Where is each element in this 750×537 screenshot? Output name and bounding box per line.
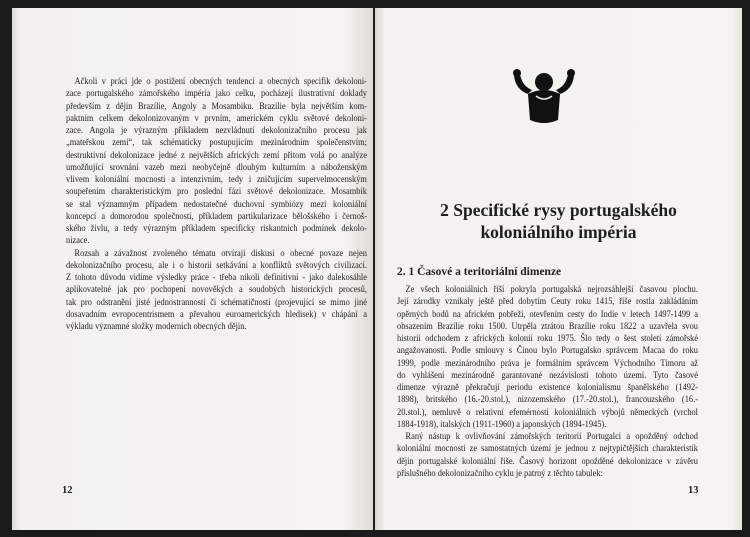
text-line: vlivem koloniální mocnosti a intenzivním, tedy i zničujícím supervelmocenským [66, 174, 367, 185]
text-line: se stal významným případem nedostatečné duchovní symbiózy mezi koloniální [66, 198, 367, 210]
text-line: dosavadním evropocentrismem a převahou euroamerických hledisek) v chápání a [66, 308, 367, 320]
text-line: především z dějin Brazílie, Angoly a Mosambiku. Brazílie byla největším kom- [66, 100, 367, 112]
page-number-left: 12 [62, 485, 73, 496]
text-line: obsazením Brazílie roku 1500. Utrpěla ztrátou Brazílie roku 1822 a uzavřela svou [397, 320, 698, 332]
text-line: umožňující srovnání vazeb mezi neobyčejně dlouhým kulturním a náboženským [66, 161, 367, 173]
text-line: koncepcí a domorodou společností, příkladem partikularizace bělošského i černoš- [66, 210, 367, 222]
section-title: 2. 1 Časové a teritoriální dimenze [397, 266, 562, 278]
text-line: dějin portugalské koloniální říše. Časový horizont opožděné dekolonizace v závěru [397, 455, 698, 467]
text-line: tak pro odstranění jisté jednostrannosti či schématičnosti (projevující se mimo jiné [66, 296, 367, 308]
text-line: Ačkoli v práci jde o postižení obecných tendencí a obecných specifik dekoloni- [74, 76, 367, 87]
text-line: paktním celkem dekolonizovaným v prvním, americkém cyklu světové dekoloni- [66, 112, 367, 124]
text-line: aplikovatelné jak pro pochopení novověkých a soudobých historických procesů, [66, 284, 367, 296]
text-line: dekolonizačního procesu, ale i o historii setkávání a konfliktů světových civilizací. [66, 259, 367, 271]
chapter-title [375, 199, 742, 243]
right-page-body [397, 284, 698, 480]
text-line: zace portugalského zámořského impéria jako celku, pocházejí ilustrativní doklady [66, 88, 367, 100]
text-line: do vyhlášení mezinárodně garantované nezávislosti tohoto území. Tyto časové [397, 369, 698, 381]
text-line: Rozsah a závažnost zvoleného tématu otvírají diskusi o obecné povaze nejen [74, 247, 367, 259]
text-line: zace. Angola je výrazným příkladem nezvládnutí dekolonizačního procesu jak [66, 125, 367, 136]
text-line: příslušného dekolonizačního cyklu je patrný z těchto tabulek: [397, 467, 603, 479]
text-line: nizace. [66, 235, 90, 247]
strongman-illustration [508, 60, 580, 132]
text-line: Její zárodky vznikaly ještě před dobytím Ceuty roku 1415, říše rostla zakládáním [397, 296, 698, 308]
text-line: ského živlu, a tedy výrazným příkladem specificky riskantních podmínek dekolo- [66, 223, 367, 234]
left-page-body [66, 76, 367, 333]
text-line: 20.stol.), nemluvě o relativní efemérnosti koloniálních výbojů německých (vrchol [397, 406, 698, 418]
text-line: destruktivní dekolonizace jedné z největších afrických zemí přitom volá po analýze [66, 149, 367, 161]
right-page [375, 8, 742, 530]
text-line: 1898), britského (16.-20.stol.), nizozemského (17.-20.stol.), francouzského (16.- [397, 394, 698, 406]
text-line: soupeřením charakteristickým pro poslední fázi světové dekolonizace. Mosambik [66, 186, 367, 198]
text-line: výkladu významné složky moderních obecných dějin. [66, 321, 247, 332]
text-line: 1999, podle mezinárodního práva je formálním správcem Východního Timoru až [397, 357, 698, 369]
text-line: Ze všech koloniálních říší pokryla portugalská nejrozsáhlejší časovou plochu. [405, 284, 698, 295]
left-page [12, 8, 373, 530]
text-line: 1884-1918), italských (1911-1960) a japonských (1894-1945). [397, 418, 607, 430]
text-line: koloniální mocnosti ze samostatných území je jednou z nejtypičtějších charakteristik [397, 443, 698, 455]
text-line: angažovanosti. Podle smlouvy s Čínou bylo Portugalsko správcem Macaa do roku [397, 345, 698, 357]
page-number-right: 13 [688, 485, 699, 496]
text-line: dimenze výrazně překračují periodu existence kolonialismu španělského (1492- [397, 382, 698, 393]
text-line: „mateřskou zemí“, tak schématicky postupujícím mezinárodním společenstvím; [66, 137, 367, 149]
text-line: opěrných bodů na africkém pobřeží, otevřením cesty do Indie v letech 1497-1499 a [397, 308, 698, 320]
text-line: Raný nástup k ovlivňování zámořských teritorií Portugalci a opožděný odchod [405, 431, 698, 442]
text-line: historii odchodem z afrických kolonií roku 1975. Šlo tedy o šest století zámořské [397, 333, 698, 344]
text-line: Z tohoto důvodu vidíme výsledky práce - třeba nikoli definitivní - jako dalekosáhle [66, 272, 367, 283]
chapter-title-line: koloniálního impéria [480, 222, 637, 242]
chapter-title-line: 2 Specifické rysy portugalského [440, 200, 677, 220]
